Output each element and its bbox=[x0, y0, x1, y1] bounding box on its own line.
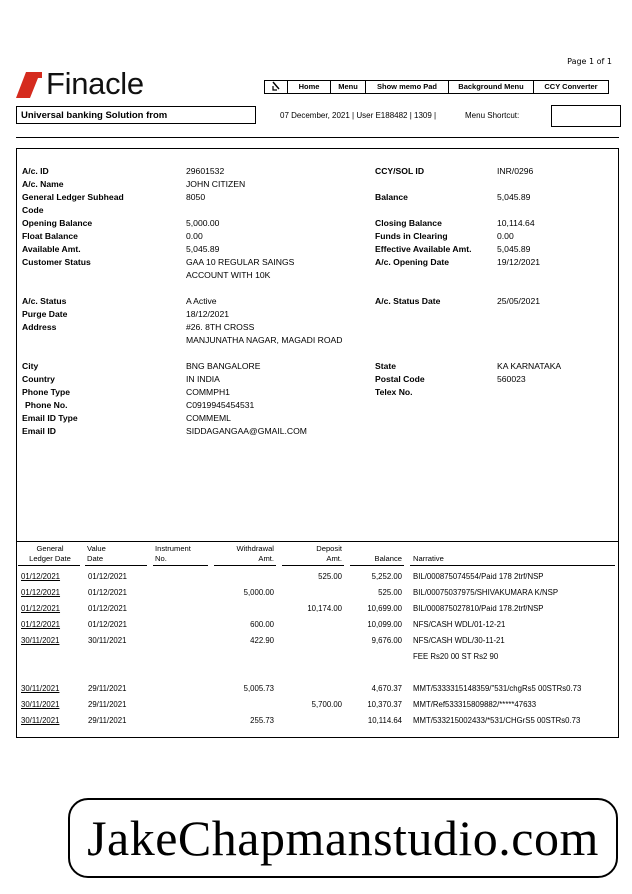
ccy-sol-label: CCY/SOL ID bbox=[375, 166, 425, 176]
closing-balance-label: Closing Balance bbox=[375, 218, 442, 228]
show-memo-pad-button[interactable]: Show memo Pad bbox=[365, 80, 449, 94]
gl-subhead-label: General Ledger Subhead bbox=[22, 192, 124, 202]
header-underline bbox=[350, 565, 404, 566]
row-narrative: BIL/00075037975/SHIVAKUMARA K/NSP bbox=[413, 588, 559, 597]
row-narrative: BIL/000875074554/Paid 178 2trf/NSP bbox=[413, 572, 544, 581]
opening-balance-label: Opening Balance bbox=[22, 218, 93, 228]
col-deposit-header-line1: Deposit bbox=[316, 544, 342, 553]
row-withdrawal: 5,005.73 bbox=[243, 684, 274, 693]
available-amt-value: 5,045.89 bbox=[186, 244, 220, 254]
nav-bar bbox=[265, 80, 609, 94]
row-balance: 10,370.37 bbox=[367, 700, 402, 709]
header-underline bbox=[85, 565, 147, 566]
ac-status-date-value: 25/05/2021 bbox=[497, 296, 541, 306]
state-label: State bbox=[375, 361, 397, 371]
row-balance: 4,670.37 bbox=[371, 684, 402, 693]
telex-no-label: Telex No. bbox=[375, 387, 413, 397]
col-deposit-header-line2: Amt. bbox=[326, 554, 342, 563]
row-gl-date[interactable]: 30/11/2021 bbox=[21, 636, 60, 645]
ccy-sol-value: INR/0296 bbox=[497, 166, 534, 176]
ccy-converter-button[interactable]: CCY Converter bbox=[533, 80, 609, 94]
ac-opening-date-value: 19/12/2021 bbox=[497, 257, 541, 267]
col-narrative-header: Narrative bbox=[413, 554, 444, 563]
row-gl-date[interactable]: 01/12/2021 bbox=[21, 572, 61, 581]
row-gl-date[interactable]: 01/12/2021 bbox=[21, 604, 61, 613]
float-balance-label: Float Balance bbox=[22, 231, 78, 241]
ac-id-label: A/c. ID bbox=[22, 166, 49, 176]
row-gl-date[interactable]: 30/11/2021 bbox=[21, 716, 60, 725]
country-value: IN INDIA bbox=[186, 374, 220, 384]
city-value: BNG BANGALORE bbox=[186, 361, 261, 371]
col-gl-date-header-line2: Ledger Date bbox=[29, 554, 71, 563]
phone-type-label: Phone Type bbox=[22, 387, 71, 397]
phone-type-value: COMMPH1 bbox=[186, 387, 230, 397]
row-value-date: 01/12/2021 bbox=[88, 572, 128, 581]
purge-date-value: 18/12/2021 bbox=[186, 309, 230, 319]
col-instrument-header bbox=[155, 544, 191, 564]
tagline: Universal banking Solution from bbox=[16, 106, 256, 124]
ac-name-label: A/c. Name bbox=[22, 179, 64, 189]
state-value: KA KARNATAKA bbox=[497, 361, 562, 371]
col-instrument-header-line2: No. bbox=[155, 554, 167, 563]
effective-available-label: Effective Available Amt. bbox=[375, 244, 472, 254]
header-underline bbox=[18, 565, 80, 566]
row-deposit: 10,174.00 bbox=[307, 604, 342, 613]
row-value-date: 30/11/2021 bbox=[88, 636, 127, 645]
header-underline bbox=[410, 565, 615, 566]
customer-status-value-2: ACCOUNT WITH 10K bbox=[186, 270, 271, 280]
col-withdrawal-header bbox=[210, 544, 274, 564]
back-arrow-button[interactable] bbox=[264, 80, 288, 94]
postal-code-label: Postal Code bbox=[375, 374, 425, 384]
balance-label: Balance bbox=[375, 192, 408, 202]
address-label: Address bbox=[22, 322, 57, 332]
menu-shortcut-input[interactable] bbox=[551, 105, 621, 127]
header-underline bbox=[282, 565, 344, 566]
row-balance: 10,114.64 bbox=[367, 716, 402, 725]
row-value-date: 29/11/2021 bbox=[88, 716, 127, 725]
col-value-date-header bbox=[87, 544, 106, 564]
menu-shortcut-label: Menu Shortcut: bbox=[465, 111, 520, 120]
row-balance: 525.00 bbox=[378, 588, 402, 597]
col-gl-date-header-line1: General bbox=[36, 544, 64, 553]
gl-subhead-label-2: Code bbox=[22, 205, 44, 215]
row-narrative: MMT/533215002433/*531/CHGrS5 00STRs0.73 bbox=[413, 716, 581, 725]
row-narrative: NFS/CASH WDL/30-11-21 bbox=[413, 636, 505, 645]
col-value-date-header-line2: Date bbox=[87, 554, 104, 563]
address-value-1: #26. 8TH CROSS bbox=[186, 322, 255, 332]
country-label: Country bbox=[22, 374, 55, 384]
row-balance: 9,676.00 bbox=[371, 636, 402, 645]
header-divider bbox=[16, 137, 619, 138]
row-gl-date[interactable]: 01/12/2021 bbox=[21, 620, 61, 629]
row-withdrawal: 5,000.00 bbox=[243, 588, 274, 597]
header-underline bbox=[153, 565, 208, 566]
row-value-date: 29/11/2021 bbox=[88, 684, 127, 693]
address-value-2: MANJUNATHA NAGAR, MAGADI ROAD bbox=[186, 335, 343, 345]
row-narrative: MMT/Ref533315809882/*****47633 bbox=[413, 700, 537, 709]
row-gl-date[interactable]: 01/12/2021 bbox=[21, 588, 61, 597]
ac-opening-date-label: A/c. Opening Date bbox=[375, 257, 450, 267]
menu-button[interactable]: Menu bbox=[330, 80, 366, 94]
closing-balance-value: 10,114.64 bbox=[497, 218, 535, 228]
row-balance: 10,699.00 bbox=[367, 604, 402, 613]
ac-status-label: A/c. Status bbox=[22, 296, 67, 306]
row-balance: 10,099.00 bbox=[367, 620, 402, 629]
row-deposit: 525.00 bbox=[318, 572, 342, 581]
purge-date-label: Purge Date bbox=[22, 309, 68, 319]
finacle-logo-icon bbox=[16, 72, 42, 98]
available-amt-label: Available Amt. bbox=[22, 244, 81, 254]
email-id-type-label: Email ID Type bbox=[22, 413, 78, 423]
row-withdrawal: 255.73 bbox=[250, 716, 274, 725]
account-details-panel bbox=[16, 148, 619, 738]
funds-clearing-label: Funds in Clearing bbox=[375, 231, 448, 241]
row-deposit: 5,700.00 bbox=[311, 700, 342, 709]
opening-balance-value: 5,000.00 bbox=[186, 218, 220, 228]
row-narrative: BIL/000875027810/Paid 178.2trf/NSP bbox=[413, 604, 544, 613]
row-balance: 5,252.00 bbox=[371, 572, 402, 581]
row-value-date: 29/11/2021 bbox=[88, 700, 127, 709]
ac-name-value: JOHN CITIZEN bbox=[186, 179, 246, 189]
arrow-icon bbox=[271, 81, 281, 91]
gl-subhead-value: 8050 bbox=[186, 192, 206, 202]
logo-text: Finacle bbox=[46, 66, 144, 101]
funds-clearing-value: 0.00 bbox=[497, 231, 514, 241]
postal-code-value: 560023 bbox=[497, 374, 526, 384]
home-button[interactable]: Home bbox=[287, 80, 331, 94]
page-number: Page 1 of 1 bbox=[567, 57, 612, 66]
balance-value: 5,045.89 bbox=[497, 192, 531, 202]
phone-no-value: C0919945454531 bbox=[186, 400, 255, 410]
customer-status-label: Customer Status bbox=[22, 257, 91, 267]
ac-status-value: A Active bbox=[186, 296, 217, 306]
row-narrative-2: FEE Rs20 00 ST Rs2 90 bbox=[413, 652, 499, 661]
row-withdrawal: 600.00 bbox=[250, 620, 274, 629]
col-balance-header: Balance bbox=[374, 554, 402, 563]
row-value-date: 01/12/2021 bbox=[88, 620, 128, 629]
col-instrument-header-line1: Instrument bbox=[155, 544, 191, 553]
row-value-date: 01/12/2021 bbox=[88, 588, 128, 597]
col-deposit-header bbox=[282, 544, 342, 564]
header-underline bbox=[214, 565, 276, 566]
row-narrative: MMT/5333315148359/"531/chgRs5 00STRs0.73 bbox=[413, 684, 582, 693]
email-id-value: SIDDAGANGAA@GMAIL.COM bbox=[186, 426, 307, 436]
float-balance-value: 0.00 bbox=[186, 231, 203, 241]
effective-available-value: 5,045.89 bbox=[497, 244, 531, 254]
background-menu-button[interactable]: Background Menu bbox=[448, 80, 534, 94]
session-info: 07 December, 2021 | User E188482 | 1309 | bbox=[280, 111, 437, 120]
row-gl-date[interactable]: 30/11/2021 bbox=[21, 700, 60, 709]
customer-status-value: GAA 10 REGULAR SAINGS bbox=[186, 257, 295, 267]
ac-id-value: 29601532 bbox=[186, 166, 225, 176]
row-gl-date[interactable]: 30/11/2021 bbox=[21, 684, 60, 693]
col-value-date-header-line1: Value bbox=[87, 544, 106, 553]
col-gl-date-header bbox=[18, 544, 82, 564]
phone-no-label: Phone No. bbox=[25, 400, 68, 410]
watermark-banner: JakeChapmanstudio.com bbox=[68, 798, 618, 878]
ac-status-date-label: A/c. Status Date bbox=[375, 296, 441, 306]
col-withdrawal-header-line1: Withdrawal bbox=[236, 544, 274, 553]
col-withdrawal-header-line2: Amt. bbox=[258, 554, 274, 563]
email-id-type-value: COMMEML bbox=[186, 413, 231, 423]
row-withdrawal: 422.90 bbox=[250, 636, 274, 645]
city-label: City bbox=[22, 361, 39, 371]
email-id-label: Email ID bbox=[22, 426, 56, 436]
table-top-divider bbox=[16, 541, 619, 542]
row-value-date: 01/12/2021 bbox=[88, 604, 128, 613]
row-narrative: NFS/CASH WDL/01-12-21 bbox=[413, 620, 506, 629]
